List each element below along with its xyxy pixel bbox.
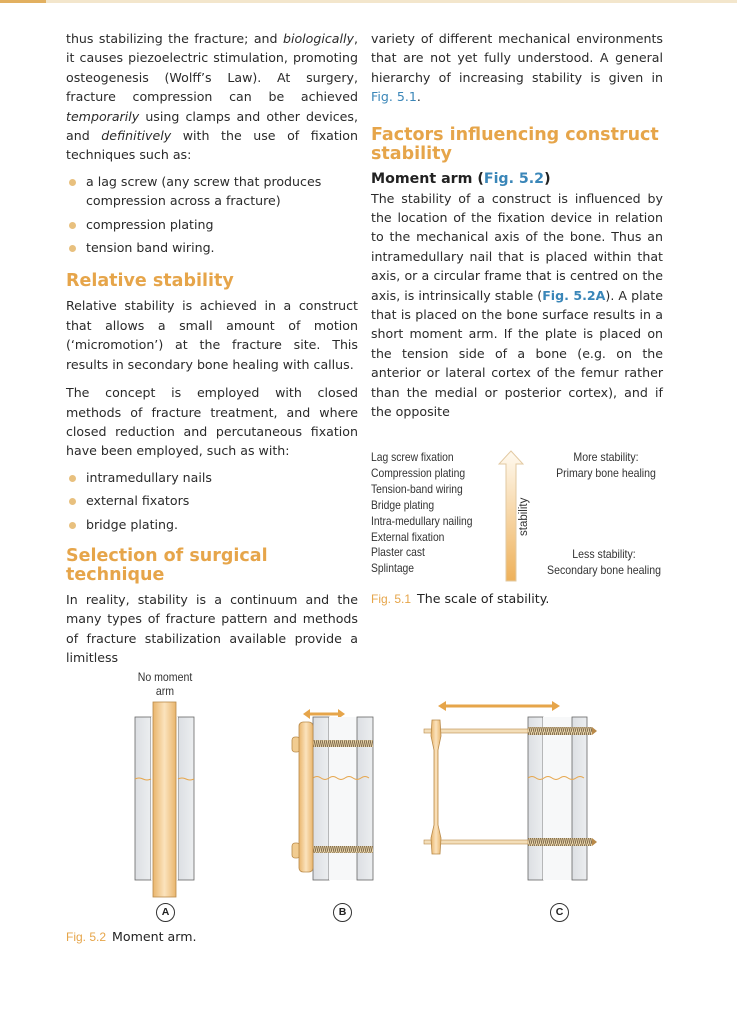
figure-5-1-caption [371,591,549,606]
method-item: Lag screw fixation [371,450,454,464]
heading-relative-stability: Relative stability [66,271,234,292]
list-item [66,491,358,510]
method-item: Bridge plating [371,497,435,512]
label-line: No moment [137,670,193,684]
text: variety of different mechanical environments that are not yet fully understood. A general hierarchy of increasing stability is given in [371,31,663,85]
less-stability-desc: Secondary bone healing [547,562,661,577]
text: Moment arm ( [371,170,484,187]
text: using clamps and other devices, and [66,108,358,144]
more-stability-desc: Primary bone healing [556,465,656,480]
heading-moment-arm [371,169,663,189]
panel-b-plate [292,709,373,880]
fig-5-1-link[interactable]: Fig. 5.1 [371,89,417,105]
continued-paragraph [371,29,663,107]
emphasis: temporarily [66,108,140,124]
fig-5-2a-link[interactable]: Fig. 5.2A [542,287,606,303]
list-item-text: compression plating [86,216,214,232]
text: thus stabilizing the fracture; and [66,31,283,46]
emphasis: definitively [101,128,172,144]
list-item-text: intramedullary nails [86,469,212,485]
figure-5-2-caption [66,929,197,944]
more-stability-title: More stability: [573,450,639,464]
list-item [66,468,358,487]
panel-label-b: B [333,903,352,922]
caption-text: The scale of stability. [417,591,550,606]
method-item: Splintage [371,561,415,576]
bullet-icon [69,245,76,252]
label-line: arm [155,684,175,698]
panel-label-c: C [550,903,569,922]
fixation-methods-list [371,450,473,577]
method-item: Compression plating [371,465,466,480]
text: ). A plate that is placed on the bone surface results in a short moment arm. If the plate is placed on the tension side of a bone (e.g. on the anterior or lateral cortex of the femur rather than the medial or posterior cortex), and if the opposite [371,287,663,420]
caption-text: Moment arm. [112,929,197,944]
left-column [66,29,358,668]
list-item [66,215,358,234]
list-item [66,515,358,534]
text: The stability of a construct is influenced by the location of the fixation device in relation to the mechanical axis of the bone. Thus an intramedullary nail that is placed within that axis, or a circular frame that is centred on the axis, is intrinsically stable ( [371,190,663,303]
more-stability-label [549,450,663,482]
text: , it causes piezoelectric stimulation, promoting osteogenesis (Wolff’s Law). At surgery, fracture compression can be achieved [66,31,358,105]
heading-selection-technique: Selection of surgical technique [66,545,268,585]
list-item-text: tension band wiring. [86,240,215,256]
method-item: Tension-band wiring [371,481,463,496]
bullet-icon [69,522,76,529]
fig-5-2-link[interactable]: Fig. 5.2 [483,170,545,187]
list-item-text: a lag screw (any screw that produces compression across a fracture) [86,173,322,209]
less-stability-title: Less stability: [572,547,636,561]
selection-paragraph: In reality, stability is a continuum and the many types of fracture pattern and methods of fracture stabilization available provide a limitless [66,591,358,666]
panel-c-external-fixator [424,701,597,880]
list-item-text: bridge plating. [86,516,179,532]
relative-stability-list [66,468,358,534]
emphasis: biologically [282,31,354,46]
method-item: Intra-medullary nailing [371,513,473,528]
panel-a-intramedullary-nail [135,702,194,897]
relative-paragraph-1: Relative stability is achieved in a construct that allows a small amount of motion (‘micromotion’) at the fracture site. This results in secondary bone healing with callus. [66,298,358,372]
relative-paragraph-2: The concept is employed with closed methods of fracture treatment, and where closed reduction and percutaneous fixation have been employed, such as with: [66,385,358,459]
moment-arm-paragraph [371,189,663,422]
right-column [371,29,663,422]
caption-label: Fig. 5.2 [66,930,107,944]
figure-5-2-moment-arm [0,660,737,940]
text: . [416,89,421,105]
intro-paragraph [66,29,358,165]
text: with the use of fixation techniques such as: [66,128,358,163]
method-item: Plaster cast [371,545,425,560]
heading-factors-construct-stability: Factors influencing construct stability [371,124,659,164]
list-item [66,238,358,257]
text: ) [544,170,551,187]
list-item [66,172,358,211]
caption-label: Fig. 5.1 [371,592,412,606]
bullet-icon [69,475,76,482]
bullet-icon [69,498,76,505]
bullet-icon [69,222,76,229]
page-top-accent [0,0,46,3]
moment-arm-diagram-icon [0,660,737,940]
list-item-text: external fixators [86,493,190,509]
panel-label-a: A [156,903,175,922]
absolute-stability-list [66,172,358,258]
page-top-rule [0,0,737,3]
bullet-icon [69,179,76,186]
less-stability-label [547,547,661,579]
method-item: External fixation [371,529,445,544]
stability-axis-label: stability [518,497,530,536]
